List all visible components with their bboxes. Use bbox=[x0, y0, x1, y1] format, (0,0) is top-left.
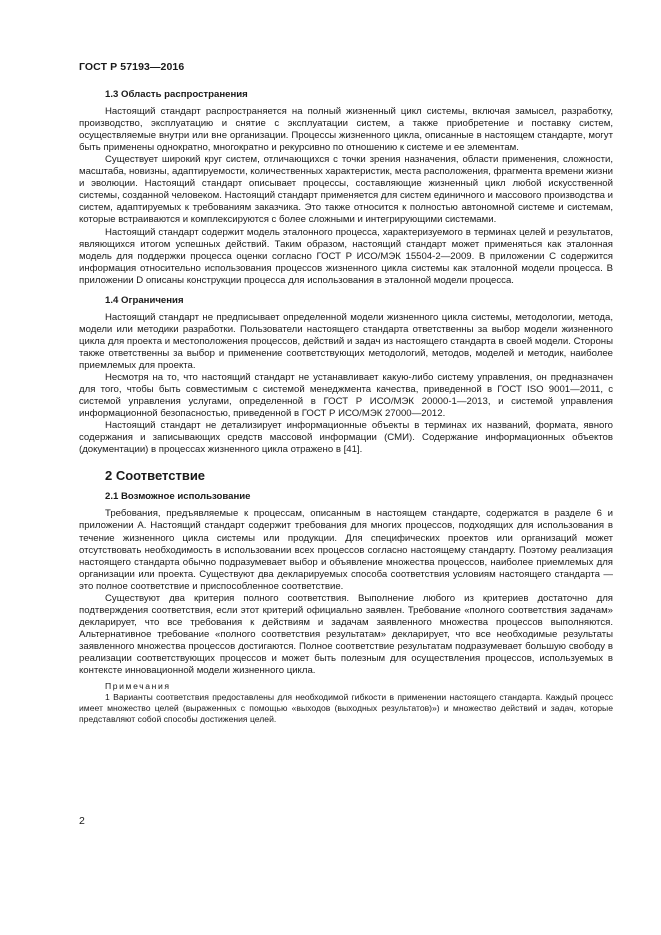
spacer bbox=[79, 287, 613, 295]
section-heading-1-3: 1.3 Область распространения bbox=[105, 89, 248, 100]
page-number: 2 bbox=[79, 815, 85, 827]
section-heading-2-1: 2.1 Возможное использование bbox=[105, 491, 251, 503]
paragraph: Настоящий стандарт содержит модель эталонного процесса, характеризуемого в терминах целей и результатов, являющихся итогом успешных действий. Таким образом, настоящий стандарт может применяться как эталонная модель для поддержки процесса оценки согласно ГОСТ Р ИСО/МЭК 15504-2—2009. В приложении С содержится информация относительно использования процессов жизненного цикла системы как эталонной модели процесса. В приложении D описаны конструкции процесса для использования в эталонной модели процесса. bbox=[79, 226, 613, 286]
notes-label: Примечания bbox=[105, 681, 171, 692]
paragraph: Существуют два критерия полного соответствия. Выполнение любого из критериев достаточно для подтверждения соответствия, если этот критерий официально заявлен. Требование «полного соответствия задачам» декларирует, что все требования к действиям и задачам заявленного множества процессов выполняются. Альтернативное требование «полного соответствия результатам» декларирует, что все необходимые результаты заявленного множества процессов достигаются. Полное соответствие результатам подразумевает большую свободу в реализации соответствующих процессов и может быть полезным для осуществления процессов, используемых в контексте инновационной модели жизненного цикла. bbox=[79, 592, 613, 677]
section-heading-2: 2 Соответствие bbox=[105, 468, 206, 484]
document-header-id: ГОСТ Р 57193—2016 bbox=[79, 61, 185, 73]
document-body bbox=[79, 89, 613, 725]
paragraph: Настоящий стандарт не детализирует информационные объекты в терминах их названий, формата, явного содержания и записывающих средств массовой информации (СМИ). Содержание информационных объектов (документации) в процессах жизненного цикла отражено в [41]. bbox=[79, 420, 613, 456]
note-paragraph: 1 Варианты соответствия предоставлены для необходимой гибкости в применении настоящего стандарта. Каждый процесс имеет множество целей (выраженных с помощью «выходов (выходных результатов)») и множество действий и задач, которые представляют собой способы достижения целей. bbox=[79, 692, 613, 725]
paragraph: Настоящий стандарт распространяется на полный жизненный цикл системы, включая замысел, разработку, производство, эксплуатацию и снятие с эксплуатации систем, а также приобретение и поставку систем, осуществляемые внутри или вне организации. Процессы жизненного цикла, описанные в настоящем стандарте, могут быть применены однократно, многократно и рекурсивно по отношению к системе и ее элементам. bbox=[79, 106, 613, 154]
section-heading-1-4: 1.4 Ограничения bbox=[105, 294, 184, 306]
paragraph: Существует широкий круг систем, отличающихся с точки зрения назначения, области применения, сложности, масштаба, новизны, адаптируемости, количественных характеристик, места расположения, фрагмента времени жизни и эволюции. Настоящий стандарт описывает процессы, составляющие жизненный цикл любой искусственной системы, созданной человеком. Настоящий стандарт применяется для систем единичного и массового производства и систем, адаптируемых к требованиям заказчика. Это также относится к полностью автономной системе и системам, которые встраиваются и комплексируются с более сложными и интегрирующими системами. bbox=[79, 154, 613, 226]
paragraph: Требования, предъявляемые к процессам, описанным в настоящем стандарте, содержатся в разделе 6 и приложении А. Настоящий стандарт содержит требования для многих процессов, подходящих для использования в течение жизненного цикла системы или продукции. Для специфических проектов или организаций может отсутствовать необходимость в использовании всех процессов согласно настоящему стандарту. Поэтому реализация настоящего стандарта обычно подразумевает выбор и объявление множества процессов, наиболее приемлемых для организации или проекта. Существуют два декларируемых способа соответствия условиям настоящего стандарта — это полное соответствие и приспособленное соответствие. bbox=[79, 508, 613, 592]
paragraph: Несмотря на то, что настоящий стандарт не устанавливает какую-либо систему управления, он предназначен для того, чтобы быть совместимым с системой менеджмента качества, приведенной в ГОСТ ISO 9001—2011, с системой управления услугами, определенной в ГОСТ Р ИСО/МЭК 20000-1—2013, и системой управления информационной безопасностью, приведенной в ГОСТ Р ИСО/МЭК 27000—2012. bbox=[79, 372, 613, 420]
paragraph: Настоящий стандарт не предписывает определенной модели жизненного цикла системы, методологии, метода, модели или методики разработки. Пользователи настоящего стандарта ответственны за выбор модели жизненного цикла для проекта и местоположения процессов, действий и задач из настоящего стандарта в своей модели. Стороны также ответственны за выбор и применение соответствующих методологий, методов, моделей и методик, наиболее приемлемых для проекта. bbox=[79, 311, 613, 371]
